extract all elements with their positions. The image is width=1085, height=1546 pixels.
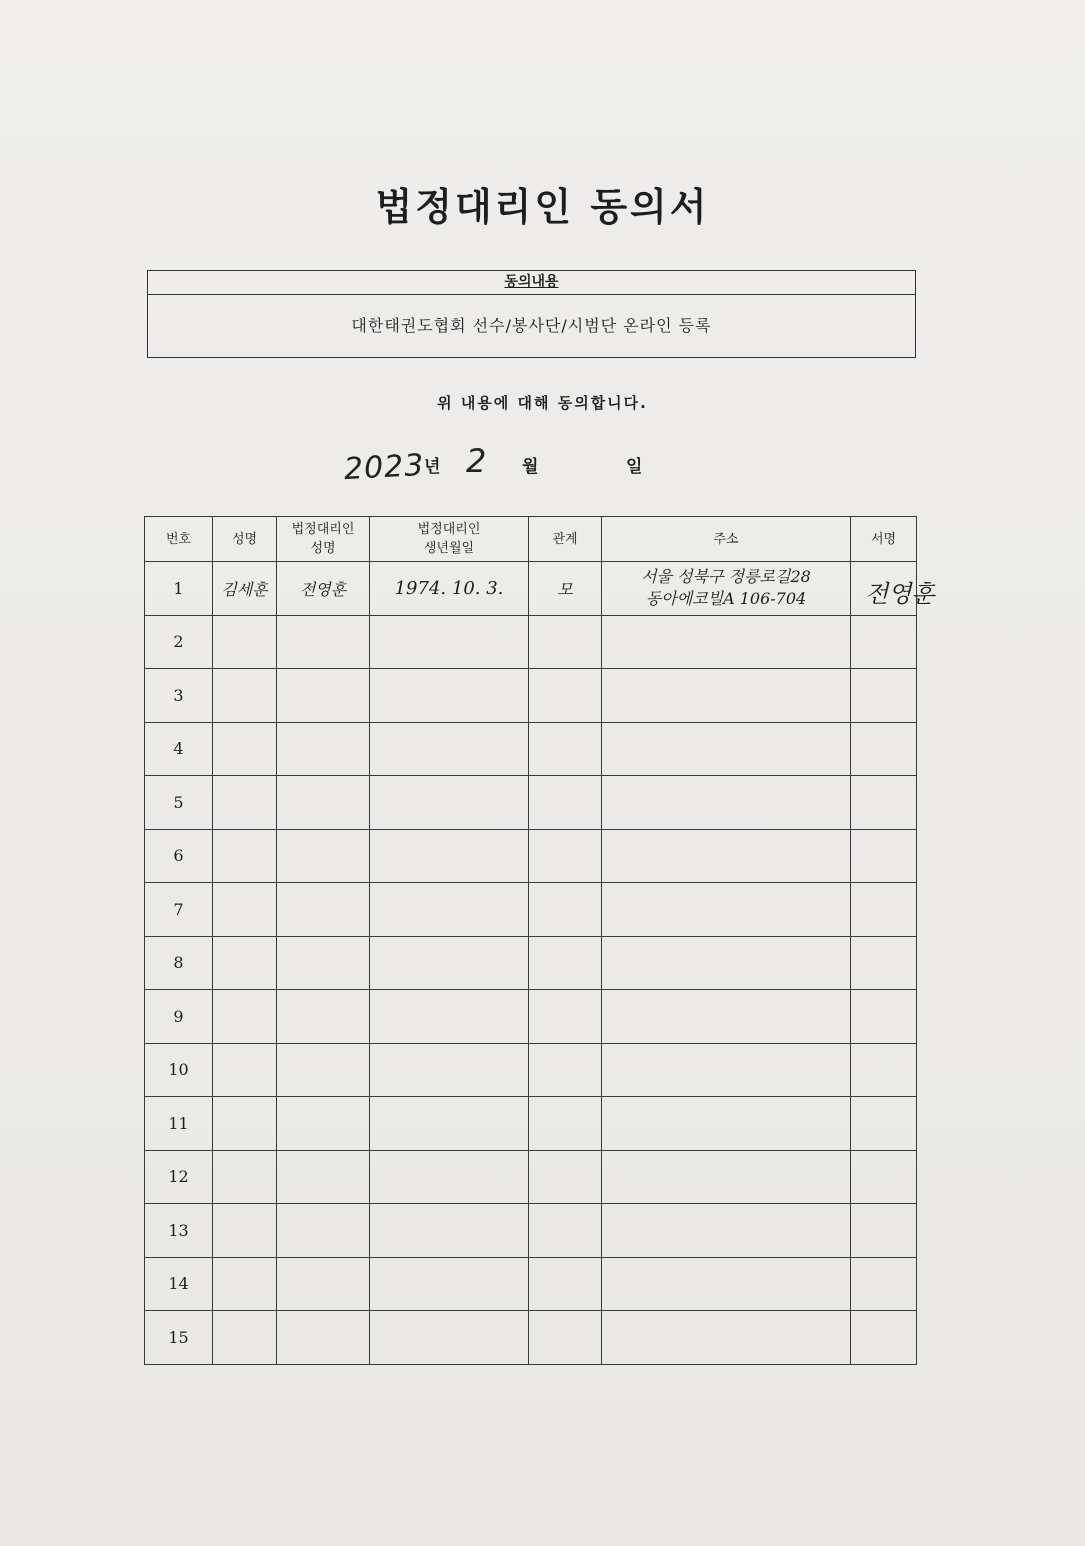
row-no: 9: [145, 990, 213, 1044]
empty-cell: [851, 1204, 917, 1258]
empty-cell: [277, 1204, 370, 1258]
consent-header: 동의내용: [148, 271, 915, 295]
row-no: 3: [145, 669, 213, 723]
empty-cell: [851, 1257, 917, 1311]
empty-cell: [277, 776, 370, 830]
empty-cell: [602, 776, 851, 830]
empty-cell: [213, 669, 277, 723]
empty-cell: [213, 722, 277, 776]
empty-cell: [529, 1043, 602, 1097]
empty-cell: [370, 722, 529, 776]
empty-cell: [370, 990, 529, 1044]
empty-cell: [370, 1204, 529, 1258]
empty-cell: [213, 615, 277, 669]
empty-cell: [277, 883, 370, 937]
header-guardian-name-line1: 법정대리인: [291, 522, 355, 537]
table-header-row: [145, 517, 917, 562]
row-no: 12: [145, 1150, 213, 1204]
empty-cell: [851, 722, 917, 776]
empty-cell: [213, 936, 277, 990]
empty-cell: [370, 883, 529, 937]
empty-cell: [370, 936, 529, 990]
consent-text: 대한태권도협회 선수/봉사단/시범단 온라인 등록: [351, 316, 712, 335]
empty-cell: [277, 1043, 370, 1097]
empty-cell: [529, 615, 602, 669]
row-address-handwritten: [602, 562, 851, 616]
empty-cell: [602, 1097, 851, 1151]
empty-cell: [851, 1043, 917, 1097]
empty-cell: [602, 936, 851, 990]
empty-cell: [213, 883, 277, 937]
table-row: [145, 1257, 917, 1311]
empty-cell: [851, 936, 917, 990]
empty-cell: [370, 669, 529, 723]
empty-cell: [529, 722, 602, 776]
date-month-handwritten: 2: [466, 442, 487, 480]
empty-cell: [602, 883, 851, 937]
row-no: 13: [145, 1204, 213, 1258]
empty-cell: [213, 1257, 277, 1311]
empty-cell: [851, 669, 917, 723]
empty-cell: [277, 1150, 370, 1204]
date-month-label: 월: [522, 457, 539, 477]
row-no: 2: [145, 615, 213, 669]
empty-cell: [529, 883, 602, 937]
table-row: [145, 1150, 917, 1204]
row-signature-cell: [851, 562, 935, 616]
registration-table: [144, 516, 935, 1365]
row-no: 8: [145, 936, 213, 990]
row-no: 15: [145, 1311, 213, 1365]
empty-cell: [277, 936, 370, 990]
empty-cell: [213, 776, 277, 830]
empty-cell: [213, 1311, 277, 1365]
table-row: [145, 669, 917, 723]
header-guardian-birth-line1: 법정대리인: [417, 522, 481, 537]
empty-cell: [602, 990, 851, 1044]
empty-cell: [277, 669, 370, 723]
empty-cell: [370, 1311, 529, 1365]
row-no: 1: [145, 562, 213, 616]
address-line1: 서울 성북구 정릉로길28: [641, 567, 811, 587]
row-no: 6: [145, 829, 213, 883]
row-no: 10: [145, 1043, 213, 1097]
empty-cell: [851, 990, 917, 1044]
empty-cell: [213, 1097, 277, 1151]
header-guardian-name-line2: 성명: [310, 541, 336, 556]
empty-cell: [529, 829, 602, 883]
address-line2: 동아에코빌A 106-704: [645, 589, 807, 609]
empty-cell: [529, 1257, 602, 1311]
empty-cell: [370, 1097, 529, 1151]
row-guardian-birth-handwritten: 1974. 10. 3.: [370, 562, 529, 616]
table-row: [145, 615, 917, 669]
row-no: 7: [145, 883, 213, 937]
empty-cell: [602, 615, 851, 669]
row-name-handwritten: 김세훈: [213, 562, 277, 616]
empty-cell: [529, 1150, 602, 1204]
empty-cell: [213, 990, 277, 1044]
empty-cell: [529, 936, 602, 990]
header-guardian-birth-line2: 생년월일: [423, 541, 475, 556]
empty-cell: [370, 1150, 529, 1204]
empty-cell: [213, 1043, 277, 1097]
table-row: [145, 776, 917, 830]
empty-cell: [602, 1043, 851, 1097]
empty-cell: [277, 1257, 370, 1311]
empty-cell: [851, 1311, 917, 1365]
empty-cell: [851, 829, 917, 883]
consent-box: [147, 270, 916, 358]
row-no: 14: [145, 1257, 213, 1311]
empty-cell: [277, 615, 370, 669]
row-relation-handwritten: 모: [529, 562, 602, 616]
empty-cell: [851, 776, 917, 830]
empty-cell: [370, 1043, 529, 1097]
empty-cell: [370, 615, 529, 669]
empty-cell: [529, 990, 602, 1044]
empty-cell: [851, 883, 917, 937]
header-guardian-birth: [370, 517, 529, 562]
empty-cell: [213, 1150, 277, 1204]
table-row: [145, 883, 917, 937]
header-relation: 관계: [529, 517, 602, 562]
empty-cell: [602, 1150, 851, 1204]
header-signature: 서명: [851, 517, 917, 562]
row-no: 5: [145, 776, 213, 830]
empty-cell: [602, 669, 851, 723]
empty-cell: [602, 1311, 851, 1365]
row-no: 4: [145, 722, 213, 776]
empty-cell: [529, 1311, 602, 1365]
table-row: [145, 936, 917, 990]
header-guardian-name: [277, 517, 370, 562]
row-no: 11: [145, 1097, 213, 1151]
empty-cell: [851, 615, 917, 669]
date-row: [0, 440, 1085, 490]
header-name: 성명: [213, 517, 277, 562]
date-year-handwritten: 2023: [343, 447, 426, 488]
date-day-label: 일: [626, 457, 643, 477]
empty-cell: [277, 722, 370, 776]
empty-cell: [602, 829, 851, 883]
table-row: [145, 1043, 917, 1097]
empty-cell: [370, 1257, 529, 1311]
empty-cell: [529, 776, 602, 830]
empty-cell: [851, 1097, 917, 1151]
empty-cell: [277, 829, 370, 883]
empty-cell: [277, 990, 370, 1044]
empty-cell: [851, 1150, 917, 1204]
table-row: [145, 990, 917, 1044]
agree-statement: 위 내용에 대해 동의합니다.: [437, 394, 648, 412]
table-row: [145, 1311, 917, 1365]
document-title: 법정대리인 동의서: [375, 185, 710, 229]
empty-cell: [602, 1204, 851, 1258]
date-year-label: 년: [424, 457, 441, 477]
empty-cell: [602, 722, 851, 776]
empty-cell: [370, 829, 529, 883]
empty-cell: [602, 1257, 851, 1311]
empty-cell: [529, 669, 602, 723]
empty-cell: [529, 1204, 602, 1258]
table-row: [145, 829, 917, 883]
table-row: [145, 722, 917, 776]
empty-cell: [277, 1097, 370, 1151]
empty-cell: [277, 1311, 370, 1365]
empty-cell: [213, 829, 277, 883]
table-row: [145, 1097, 917, 1151]
empty-cell: [370, 776, 529, 830]
empty-cell: [529, 1097, 602, 1151]
header-no: 번호: [145, 517, 213, 562]
signature-handwritten: 전영훈: [865, 580, 935, 608]
table-row: [145, 562, 917, 616]
empty-cell: [213, 1204, 277, 1258]
table-row: [145, 1204, 917, 1258]
header-address: 주소: [602, 517, 851, 562]
row-guardian-name-handwritten: 전영훈: [277, 562, 370, 616]
